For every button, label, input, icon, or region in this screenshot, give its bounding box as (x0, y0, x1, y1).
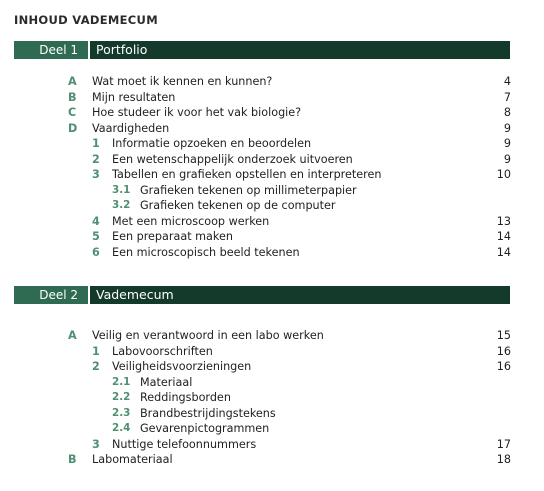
toc-entry-number: B (68, 453, 77, 466)
toc-subentry[interactable] (0, 152, 544, 168)
toc-entry-page: 15 (496, 329, 511, 342)
toc-entry[interactable] (0, 121, 544, 137)
toc-entry[interactable] (0, 74, 544, 90)
toc-entry-title: Hoe studeer ik voor het vak biologie? (92, 106, 302, 119)
toc-entry-number: A (68, 75, 77, 88)
toc-entry[interactable] (0, 90, 544, 106)
toc-entry-title: Een preparaat maken (112, 230, 233, 243)
toc-entry-title: Wat moet ik kennen en kunnen? (92, 75, 273, 88)
toc-entry-title: Mijn resultaten (92, 90, 176, 104)
page-title: INHOUD VADEMECUM (14, 13, 158, 27)
toc-entry-number: 1 (92, 137, 100, 150)
toc-entry-page: 16 (496, 360, 511, 373)
toc-entry-number: 2.3 (112, 406, 131, 419)
toc-entry-number: 2 (92, 360, 100, 373)
toc-entry-number: 3 (92, 168, 100, 181)
toc-subsubentry[interactable] (0, 421, 544, 437)
toc-entry-title: Veilig en verantwoord in een labo werken (92, 329, 324, 342)
toc-entry-number: 2.4 (112, 422, 131, 434)
toc-subentry[interactable] (0, 214, 544, 230)
toc-entry-page: 13 (496, 214, 511, 228)
toc-entry-page: 9 (503, 121, 511, 135)
toc-entry-number: 3.1 (112, 183, 131, 196)
toc-entry-title: Labovoorschriften (112, 344, 213, 358)
toc-entry-page: 14 (496, 245, 511, 259)
toc-subentry[interactable] (0, 437, 544, 453)
toc-entry-title: Materiaal (140, 375, 193, 389)
toc-entry-number: 4 (92, 214, 100, 228)
toc-entry-title: Brandbestrijdingstekens (140, 406, 276, 420)
toc-entry-number: 3 (92, 437, 100, 451)
toc-entry-number: C (68, 106, 77, 119)
toc-subentry[interactable] (0, 167, 544, 183)
toc-deel-2 (0, 328, 544, 468)
toc-entry-page: 18 (496, 453, 511, 466)
toc-entry-number: 5 (92, 230, 100, 243)
toc-entry-title: Met een microscoop werken (112, 214, 270, 228)
toc-entry-page: 16 (496, 344, 511, 358)
toc-entry-page: 7 (503, 90, 511, 104)
toc-deel-1 (0, 74, 544, 260)
toc-entry-title: Labomateriaal (92, 453, 173, 466)
toc-entry-title: Reddingsborden (140, 391, 231, 404)
toc-entry-title: Een microscopisch beeld tekenen (112, 245, 300, 259)
section-title: Portfolio (90, 41, 510, 59)
toc-entry-page: 9 (503, 152, 511, 166)
toc-entry-number: 2 (92, 152, 100, 166)
section-number: Deel 1 (14, 41, 88, 59)
toc-subentry[interactable] (0, 136, 544, 152)
section-header-deel-2 (14, 286, 510, 304)
toc-entry-title: Vaardigheden (92, 121, 170, 135)
toc-entry-title: Nuttige telefoonnummers (112, 437, 257, 451)
toc-entry-title: Tabellen en grafieken opstellen en interpreteren (112, 168, 382, 181)
toc-entry-number: B (68, 90, 77, 104)
toc-entry-title: Veiligheidsvoorzieningen (112, 360, 252, 373)
toc-entry-page: 9 (503, 137, 511, 150)
toc-entry-page: 14 (496, 230, 511, 243)
toc-subentry[interactable] (0, 344, 544, 360)
toc-entry-title: Informatie opzoeken en beoordelen (112, 137, 312, 150)
toc-entry-title: Grafieken tekenen op de computer (140, 199, 336, 212)
toc-entry-page: 8 (503, 106, 511, 119)
section-header-deel-1 (14, 41, 510, 59)
toc-entry-number: 3.2 (112, 199, 131, 211)
toc-subsubentry[interactable] (0, 375, 544, 391)
toc-entry[interactable] (0, 328, 544, 344)
toc-entry-number: A (68, 329, 77, 342)
toc-entry-number: 2.2 (112, 391, 131, 403)
toc-entry-number: 6 (92, 245, 100, 259)
toc-entry-number: 1 (92, 344, 100, 358)
toc-subentry[interactable] (0, 245, 544, 261)
toc-subsubentry[interactable] (0, 183, 544, 199)
toc-entry-page: 10 (496, 168, 511, 181)
toc-entry[interactable] (0, 105, 544, 121)
toc-subentry[interactable] (0, 359, 544, 375)
toc-entry-title: Een wetenschappelijk onderzoek uitvoeren (112, 152, 353, 166)
toc-entry-number: D (68, 121, 78, 135)
toc-subentry[interactable] (0, 229, 544, 245)
section-title: Vademecum (90, 286, 510, 304)
toc-entry-title: Grafieken tekenen op millimeterpapier (140, 183, 357, 197)
toc-entry-title: Gevarenpictogrammen (140, 422, 270, 435)
toc-entry[interactable] (0, 452, 544, 468)
toc-subsubentry[interactable] (0, 390, 544, 406)
toc-entry-number: 2.1 (112, 375, 131, 388)
section-number: Deel 2 (14, 286, 88, 304)
toc-entry-page: 4 (503, 75, 511, 88)
toc-subsubentry[interactable] (0, 406, 544, 422)
toc-subsubentry[interactable] (0, 198, 544, 214)
toc-entry-page: 17 (496, 437, 511, 451)
